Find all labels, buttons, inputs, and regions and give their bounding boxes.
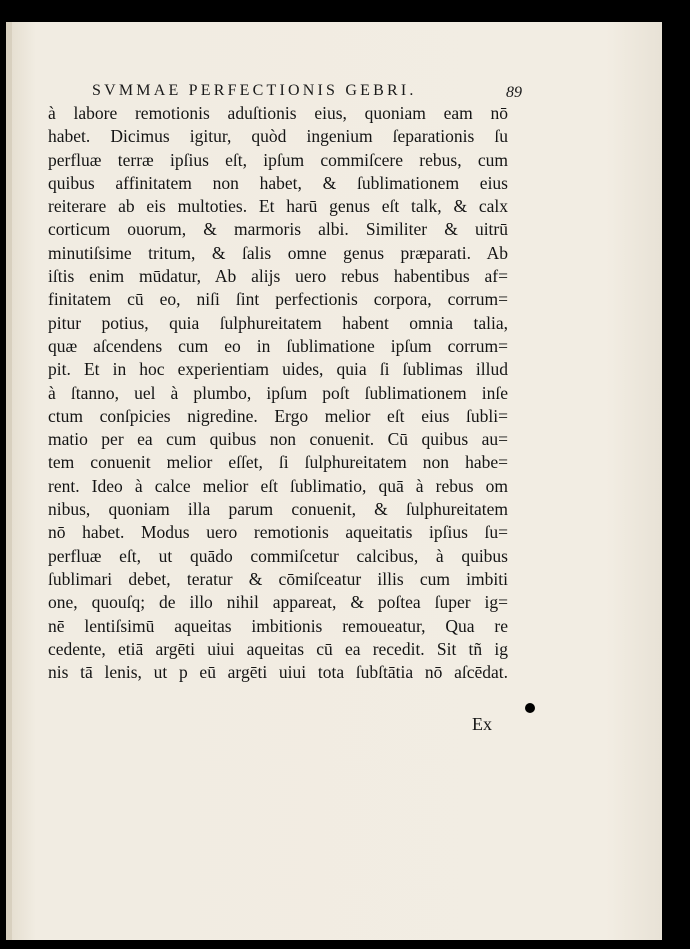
text-line: ſublimari debet, teratur & cōmiſceatur illis cum imbiti [48, 568, 508, 589]
catchword: Ex [472, 714, 492, 734]
text-line: iſtis enim mūdatur, Ab alijs uero rebus habentibus af= [48, 266, 508, 287]
text-line: nis tā lenis, ut p eū argēti uiui tota ſubſtātia nō aſcēdat. [48, 662, 508, 683]
text-line: pitur potius, quia ſulphureitatem habent omnia talia, [48, 312, 508, 333]
text-line: tem conuenit melior eſſet, ſi ſulphureitatem non habe= [48, 452, 508, 473]
text-line: rent. Ideo à calce melior eſt ſublimatio, quā à rebus om [48, 475, 508, 496]
text-line: à ſtanno, uel à plumbo, ipſum poſt ſublimationem inſe [48, 382, 508, 403]
text-line: pit. Et in hoc experientiam uides, quia ſi ſublimas illud [48, 359, 508, 380]
text-line: perfluæ terræ ipſius eſt, ipſum commiſcere rebus, cum [48, 149, 508, 170]
text-line: nō habet. Modus uero remotionis aqueitatis ipſius ſu= [48, 522, 508, 543]
text-line: quibus affinitatem non habet, & ſublimationem eius [48, 172, 508, 193]
text-line: minutiſsime tritum, & ſalis omne genus præparati. Ab [48, 242, 508, 263]
text-line: cedente, etiā argēti uiui aqueitas cū ea recedit. Sit tñ ig [48, 638, 508, 659]
text-line: habet. Dicimus igitur, quòd ingenium ſeparationis ſu [48, 126, 508, 147]
text-line: reiterare ab eis multoties. Et harū genus eſt talk, & calx [48, 196, 508, 217]
text-line: finitatem cū eo, niſi ſint perfectionis corpora, corrum= [48, 289, 508, 310]
text-line: perfluæ eſt, ut quādo commiſcetur calcibus, à quibus [48, 545, 508, 566]
text-line: corticum ouorum, & marmoris albi. Similiter & uitrū [48, 219, 508, 240]
text-line: à labore remotionis aduſtionis eius, quoniam eam nō [48, 103, 508, 123]
text-line: quæ aſcendens cum eo in ſublimatione ipſum corrum= [48, 335, 508, 356]
ink-spot [525, 703, 535, 713]
text-line: matio per ea cum quibus non conuenit. Cū quibus au= [48, 429, 508, 450]
body-text [48, 102, 508, 684]
page-number: 89 [506, 84, 522, 101]
book-page [6, 22, 662, 940]
running-head: SVMMAE PERFECTIONIS GEBRI. [92, 82, 417, 99]
page-gutter-shadow [6, 22, 12, 940]
text-line: nibus, quoniam illa parum conuenit, & ſulphureitatem [48, 499, 508, 520]
text-line: ctum conſpicies nigredine. Ergo melior eſt eius ſubli= [48, 405, 508, 426]
text-line: nē lentiſsimū aqueitas imbitionis remoueatur, Qua re [48, 615, 508, 636]
text-line: one, quouſq; de illo nihil appareat, & poſtea ſuper ig= [48, 592, 508, 613]
